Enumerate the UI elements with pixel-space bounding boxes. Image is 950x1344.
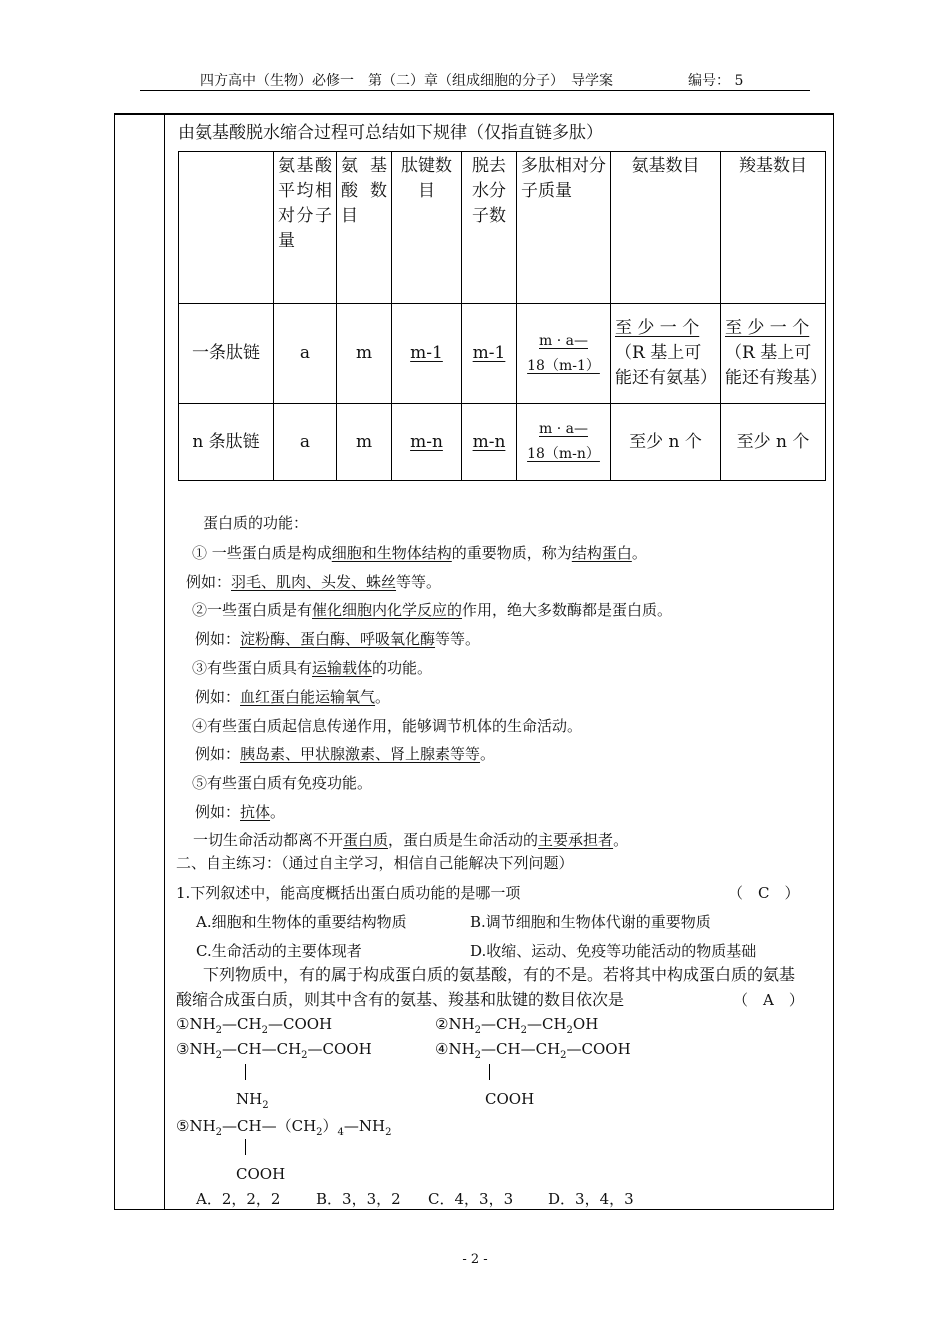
- page-header: [140, 68, 810, 91]
- question-1-option-a: A.细胞和生物体的重要结构物质: [196, 913, 407, 931]
- bond-line: [489, 1064, 490, 1080]
- cell-avg: a: [274, 404, 337, 481]
- example-3: 例如：血红蛋白能运输氧气。: [195, 688, 391, 706]
- table-row: [179, 304, 826, 404]
- functions-title: 蛋白质的功能：: [203, 514, 309, 532]
- question-1-answer: （ C ）: [728, 884, 800, 902]
- formula-3: $③NH_2—CH—CH_2—COOH$: [176, 1040, 372, 1061]
- header-number: 编号： 5: [688, 73, 744, 89]
- table-row: [179, 404, 826, 481]
- formula-5-sidechain: COOH: [236, 1165, 286, 1183]
- functions-summary: 一切生命活动都离不开蛋白质，蛋白质是生命活动的主要承担者。: [193, 831, 629, 849]
- header-bond-count: 肽键数目: [392, 152, 462, 304]
- formula-4: $④NH_2—CH—CH_2—COOH$: [435, 1040, 631, 1061]
- function-4: ④有些蛋白质起信息传递作用，能够调节机体的生命活动。: [192, 717, 583, 735]
- example-1: 例如：羽毛、肌肉、头发、蛛丝等等。: [186, 573, 442, 591]
- header-amino-groups: 氨基数目: [611, 152, 721, 304]
- question-2-stem-2: 酸缩合成蛋白质，则其中含有的氨基、羧基和肽键的数目依次是: [176, 990, 625, 1009]
- cell-water: m-1: [472, 343, 506, 363]
- header-water-count: 脱去水分子数: [462, 152, 517, 304]
- function-2: ②一些蛋白质是有催化细胞内化学反应的作用，绝大多数酶都是蛋白质。: [192, 601, 673, 619]
- question-1-stem: 1.下列叙述中，能高度概括出蛋白质功能的是哪一项: [176, 884, 521, 902]
- question-2-option-a: A．2，2，2: [196, 1190, 281, 1208]
- question-2-stem-1: 下列物质中，有的属于构成蛋白质的氨基酸，有的不是。若将其中构成蛋白质的氨基: [203, 965, 796, 984]
- cell-amino-min: 至 少 一 个: [615, 318, 700, 338]
- row-label: 一条肽链: [179, 304, 274, 404]
- question-2-option-d: D．3，4，3: [548, 1190, 634, 1208]
- header-carboxyl-groups: 羧基数目: [721, 152, 826, 304]
- bond-line: [245, 1139, 246, 1155]
- question-2-answer: （ A ）: [733, 991, 804, 1009]
- table-header-row: [179, 152, 826, 304]
- cell-bonds: m-n: [410, 431, 443, 452]
- formula-4-sidechain: COOH: [485, 1090, 535, 1108]
- frame-divider: [164, 113, 165, 1210]
- cell-bonds: m-1: [410, 343, 443, 363]
- rules-table: [178, 151, 826, 481]
- formula-1: $①NH_2—CH_2—COOH$: [176, 1015, 333, 1036]
- function-1: ① 一些蛋白质是构成细胞和生物体结构的重要物质，称为结构蛋白。: [192, 544, 647, 562]
- formula-5: $⑤NH_2—CH—(CH_2)_4—NH_2$: [176, 1117, 392, 1138]
- cell-carboxyl-min: 至 少 一 个: [725, 318, 810, 338]
- header-cell-empty: [179, 152, 274, 304]
- cell-avg: a: [274, 304, 337, 404]
- example-2: 例如：淀粉酶、蛋白酶、呼吸氧化酶等等。: [195, 630, 481, 648]
- cell-water: m-n: [472, 431, 506, 452]
- formula-2: $②NH_2—CH_2—CH_2OH$: [435, 1015, 599, 1036]
- row-label: n 条肽链: [179, 404, 274, 481]
- formula-3-sidechain: $NH_2$: [236, 1090, 269, 1111]
- function-5: ⑤有些蛋白质有免疫功能。: [192, 774, 373, 792]
- cell-mass: m · a— 18（m-1）: [527, 332, 600, 374]
- cell-amino-note: （R 基上可能还有氨基）: [615, 343, 717, 388]
- cell-count: m: [337, 404, 392, 481]
- summary-title: 由氨基酸脱水缩合过程可总结如下规律（仅指直链多肽）: [178, 123, 603, 143]
- question-2-option-c: C．4，3，3: [428, 1190, 514, 1208]
- header-peptide-mass: 多肽相对分子质量: [517, 152, 611, 304]
- question-1-option-d: D.收缩、运动、免疫等功能活动的物质基础: [470, 942, 757, 960]
- cell-carboxyl: 至少 n 个: [721, 404, 826, 481]
- question-1-option-b: B.调节细胞和生物体代谢的重要物质: [470, 913, 711, 931]
- question-1-option-c: C.生命活动的主要体现者: [196, 942, 362, 960]
- cell-mass: m · a— 18（m-n）: [527, 421, 600, 462]
- example-5: 例如：抗体。: [195, 803, 286, 821]
- cell-count: m: [337, 304, 392, 404]
- question-2-option-b: B．3，3，2: [316, 1190, 401, 1208]
- example-4: 例如：胰岛素、甲状腺激素、肾上腺素等等。: [195, 745, 496, 763]
- header-title: 四方高中（生物）必修一 第（二）章（组成细胞的分子） 导学案: [200, 73, 613, 89]
- cell-carboxyl-note: （R 基上可能还有羧基）: [725, 343, 827, 388]
- bond-line: [245, 1064, 246, 1080]
- function-3: ③有些蛋白质具有运输载体的功能。: [192, 659, 433, 677]
- cell-amino: 至少 n 个: [611, 404, 721, 481]
- header-amino-count: 氨基酸数目: [337, 152, 392, 304]
- header-avg-mass: 氨基酸平均相对分子量: [274, 152, 337, 304]
- practice-title: 二、自主练习：（通过自主学习，相信自己能解决下列问题）: [176, 854, 574, 872]
- page-number: - 2 -: [462, 1252, 488, 1267]
